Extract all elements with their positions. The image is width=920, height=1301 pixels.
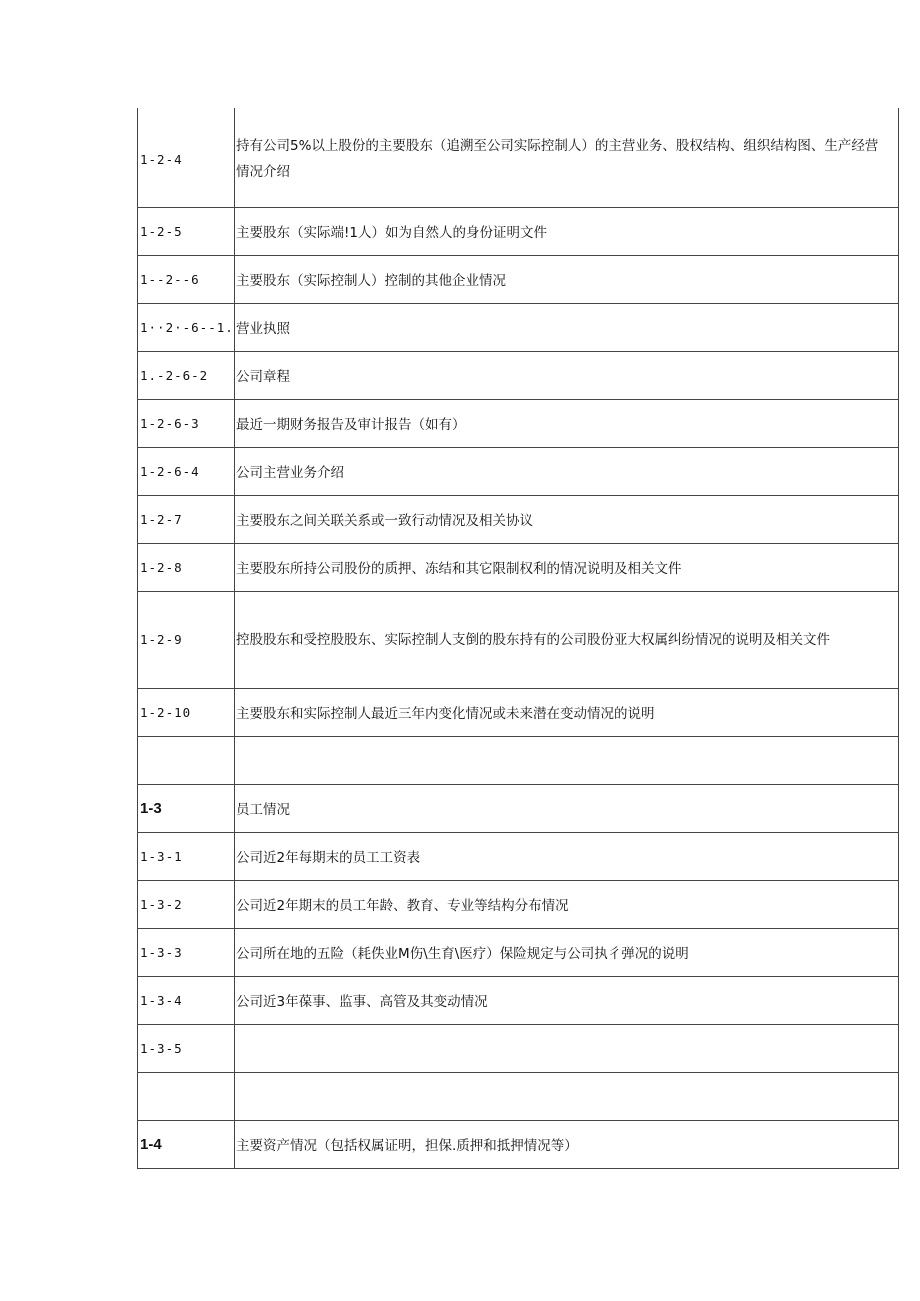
document-table [137,108,899,1169]
item-code [138,736,235,784]
item-code: 1-3-3 [138,928,235,976]
item-code [138,1072,235,1120]
item-description: 公司章程 [235,351,899,399]
item-description: 公司近2年每期末的员工工资表 [235,832,899,880]
item-code: 1-3-4 [138,976,235,1024]
item-code: 1-2-10 [138,688,235,736]
item-description: 公司主营业务介绍 [235,447,899,495]
table-row [138,207,899,255]
table-row [138,495,899,543]
item-code: 1-2-5 [138,207,235,255]
section-code: 1-4 [138,1120,235,1168]
item-description: 最近一期财务报告及审计报告（如有） [235,399,899,447]
item-description [235,1024,899,1072]
item-code: 1-2-4 [138,108,235,207]
table-row [138,832,899,880]
table-row [138,108,899,207]
table-row [138,784,899,832]
item-description: 公司所在地的五险（耗佚业M伤\生育\医疗）保险规定与公司执彳弹况的说明 [235,928,899,976]
item-description: 主要股东（实际控制人）控制的其他企业情况 [235,255,899,303]
item-description: 控股股东和受控股股东、实际控制人支倒的股东持有的公司股份亚大权属纠纷情况的说明及相关文件 [235,591,899,688]
table-row [138,976,899,1024]
item-code: 1-3-1 [138,832,235,880]
item-code: 1-2-6-3 [138,399,235,447]
section-title: 员工情况 [235,784,899,832]
table-row [138,880,899,928]
table-row [138,1024,899,1072]
item-code: 1-2-9 [138,591,235,688]
item-code: 1-2-7 [138,495,235,543]
item-code: 1-3-5 [138,1024,235,1072]
item-description: 主要资产情况（包括权属证明，担保.质押和抵押情况等） [235,1120,899,1168]
item-description: 主要股东之间关联关系或一致行动情况及相关协议 [235,495,899,543]
table-row [138,447,899,495]
item-description: 主要股东所持公司股份的质押、冻结和其它限制权利的情况说明及相关文件 [235,543,899,591]
item-description: 公司近2年期末的员工年龄、教育、专业等结构分布情况 [235,880,899,928]
table-row [138,303,899,351]
table-row [138,688,899,736]
table-row [138,543,899,591]
item-description [235,1072,899,1120]
item-code: 1··2·-6--1. [138,303,235,351]
item-code: 1-3-2 [138,880,235,928]
table-row [138,399,899,447]
item-code: 1.-2-6-2 [138,351,235,399]
item-description: 主要股东和实际控制人最近三年内变化情况或未来潜在变动情况的说明 [235,688,899,736]
table-row [138,351,899,399]
table-row [138,255,899,303]
table-row [138,928,899,976]
item-description: 营业执照 [235,303,899,351]
item-description: 主要股东（实际端!1人）如为自然人的身份证明文件 [235,207,899,255]
table-row [138,591,899,688]
item-code: 1-2-8 [138,543,235,591]
item-description: 持有公司5%以上股份的主要股东（追溯至公司实际控制人）的主营业务、股权结构、组织结构图、生产经营情况介绍 [235,108,899,207]
item-description: 公司近3年葆事、监事、高管及其变动情况 [235,976,899,1024]
table-row [138,1120,899,1168]
item-code: 1--2--6 [138,255,235,303]
section-code: 1-3 [138,784,235,832]
item-code: 1-2-6-4 [138,447,235,495]
table-row [138,736,899,784]
item-description [235,736,899,784]
table-row [138,1072,899,1120]
